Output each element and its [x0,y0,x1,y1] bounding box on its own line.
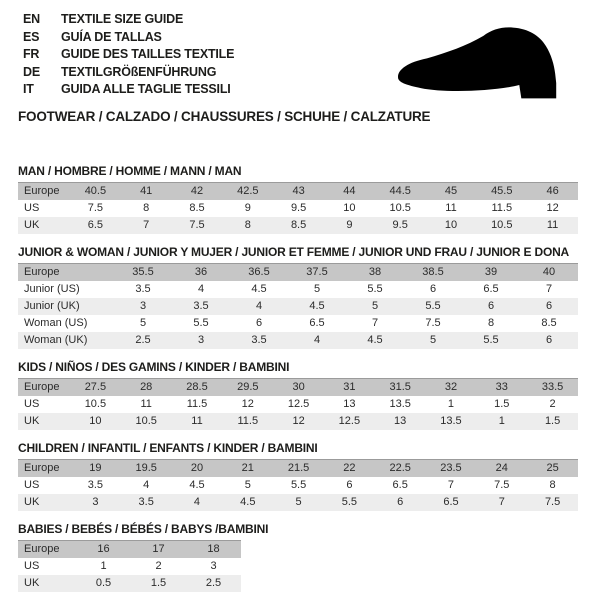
size-value: 6.5 [462,281,520,298]
size-value: 24 [476,460,527,478]
language-list [23,11,234,99]
size-value: 3 [172,332,230,349]
size-table-section [18,441,582,511]
row-label: Woman (UK) [18,332,114,349]
row-label: Junior (US) [18,281,114,298]
size-value: 1.5 [476,396,527,413]
table-row [18,183,578,201]
size-value: 7.5 [527,494,578,511]
size-value: 31 [324,379,375,397]
table-row [18,477,578,494]
size-value: 1.5 [527,413,578,430]
size-value: 6 [230,315,288,332]
size-value: 10.5 [476,217,527,234]
size-value: 4 [230,298,288,315]
size-table-section [18,164,582,234]
size-value: 5 [222,477,273,494]
size-value: 6.5 [288,315,346,332]
size-value: 19 [70,460,121,478]
size-value: 39 [462,264,520,282]
size-value: 9 [324,217,375,234]
language-title: GUIDA ALLE TAGLIE TESSILI [61,82,231,96]
size-value: 13.5 [375,396,426,413]
size-value: 3 [186,558,241,575]
size-value: 8 [527,477,578,494]
row-label: US [18,396,70,413]
size-value: 10 [70,413,121,430]
size-table [18,182,578,234]
size-value: 29.5 [222,379,273,397]
table-row [18,575,241,592]
language-title: GUIDE DES TAILLES TEXTILE [61,47,235,61]
table-row [18,494,578,511]
size-value: 6.5 [426,494,477,511]
size-tables [18,164,582,600]
row-label: UK [18,575,76,592]
table-row [18,281,578,298]
table-title: JUNIOR & WOMAN / JUNIOR Y MUJER / JUNIOR ET FEMME / JUNIOR UND FRAU / JUNIOR E DONA [18,245,570,259]
language-title: TEXTILGRÖßENFÜHRUNG [61,64,217,79]
language-title: GUÍA DE TALLAS [61,29,162,44]
size-value: 42 [172,183,223,201]
row-label: US [18,477,70,494]
size-value: 6 [462,298,520,315]
size-value: 5.5 [324,494,375,511]
size-table-section [18,360,582,430]
size-value: 45.5 [476,183,527,201]
size-value: 21 [222,460,273,478]
row-label: US [18,558,76,575]
size-value: 6 [520,298,578,315]
size-value: 7 [121,217,172,234]
language-title: TEXTILE SIZE GUIDE [61,12,184,26]
row-label: US [18,200,70,217]
size-value: 13 [324,396,375,413]
size-value: 3 [114,298,172,315]
size-value: 4.5 [172,477,223,494]
size-value: 1.5 [131,575,186,592]
size-value: 10 [426,217,477,234]
size-value: 21.5 [273,460,324,478]
size-value: 1 [476,413,527,430]
language-row [23,46,234,64]
row-label: Europe [18,460,70,478]
size-value: 12 [273,413,324,430]
size-value: 46 [527,183,578,201]
size-value: 11.5 [476,200,527,217]
size-value: 8.5 [172,200,223,217]
language-code: DE [23,64,40,79]
size-value: 36 [172,264,230,282]
table-row [18,460,578,478]
size-value: 36.5 [230,264,288,282]
size-value: 3 [70,494,121,511]
size-value: 7 [426,477,477,494]
size-table [18,378,578,430]
size-value: 13 [375,413,426,430]
size-value: 0.5 [76,575,131,592]
table-title: KIDS / NIÑOS / DES GAMINS / KINDER / BAMBINI [18,360,290,374]
size-value: 4 [172,494,223,511]
language-code: EN [23,12,40,26]
size-value: 5 [346,298,404,315]
size-value: 4.5 [288,298,346,315]
size-value: 5 [273,494,324,511]
row-label: Europe [18,541,76,559]
size-table-section [18,522,582,592]
size-value: 4 [121,477,172,494]
size-value: 3.5 [230,332,288,349]
size-value: 2 [131,558,186,575]
size-value: 4.5 [346,332,404,349]
language-row [23,81,234,99]
size-value: 11.5 [172,396,223,413]
language-row [23,11,234,29]
size-value: 10.5 [121,413,172,430]
size-value: 32 [426,379,477,397]
size-value: 7.5 [404,315,462,332]
size-table [18,540,241,592]
size-value: 2 [527,396,578,413]
row-label: Woman (US) [18,315,114,332]
row-label: Europe [18,183,70,201]
size-value: 31.5 [375,379,426,397]
size-value: 6 [324,477,375,494]
size-value: 37.5 [288,264,346,282]
language-code: ES [23,29,40,44]
size-value: 8.5 [273,217,324,234]
table-row [18,541,241,559]
table-row [18,315,578,332]
row-label: Europe [18,264,114,282]
size-table [18,263,578,349]
size-value: 6 [520,332,578,349]
size-value: 45 [426,183,477,201]
size-value: 8.5 [520,315,578,332]
table-row [18,200,578,217]
size-value: 5.5 [172,315,230,332]
table-title: CHILDREN / INFANTIL / ENFANTS / KINDER / BAMBINI [18,441,318,455]
size-value: 42.5 [222,183,273,201]
size-value: 4.5 [230,281,288,298]
table-row [18,379,578,397]
size-value: 12 [222,396,273,413]
size-value: 23.5 [426,460,477,478]
row-label: UK [18,494,70,511]
size-value: 40 [520,264,578,282]
table-row [18,558,241,575]
size-value: 1 [76,558,131,575]
size-value: 3.5 [70,477,121,494]
size-value: 7.5 [70,200,121,217]
size-value: 25 [527,460,578,478]
row-label: UK [18,217,70,234]
size-value: 27.5 [70,379,121,397]
language-row [23,64,234,82]
size-value: 5.5 [404,298,462,315]
size-value: 40.5 [70,183,121,201]
shoe-icon [388,18,588,108]
size-value: 12 [527,200,578,217]
size-value: 17 [131,541,186,559]
size-value: 8 [121,200,172,217]
size-value: 7.5 [172,217,223,234]
size-value: 20 [172,460,223,478]
row-label: Junior (UK) [18,298,114,315]
size-value: 11 [527,217,578,234]
row-label: UK [18,413,70,430]
size-value: 44 [324,183,375,201]
table-title: BABIES / BEBÉS / BÉBÉS / BABYS /BAMBINI [18,522,269,536]
size-value: 10.5 [375,200,426,217]
size-value: 2.5 [186,575,241,592]
size-value: 3.5 [121,494,172,511]
size-value: 7 [520,281,578,298]
table-row [18,396,578,413]
size-value: 5 [114,315,172,332]
size-value: 33.5 [527,379,578,397]
size-value: 6 [404,281,462,298]
size-value: 6.5 [375,477,426,494]
size-value: 3.5 [114,281,172,298]
size-value: 11 [426,200,477,217]
size-value: 38.5 [404,264,462,282]
size-value: 30 [273,379,324,397]
size-value: 1 [426,396,477,413]
size-value: 4.5 [222,494,273,511]
size-value: 9 [222,200,273,217]
table-row [18,332,578,349]
size-value: 4 [288,332,346,349]
size-value: 4 [172,281,230,298]
size-value: 13.5 [426,413,477,430]
size-value: 44.5 [375,183,426,201]
size-value: 10.5 [70,396,121,413]
category-title: FOOTWEAR / CALZADO / CHAUSSURES / SCHUHE / CALZATURE [18,109,431,124]
size-value: 5.5 [273,477,324,494]
table-row [18,413,578,430]
size-value: 19.5 [121,460,172,478]
size-value: 35.5 [114,264,172,282]
size-value: 8 [222,217,273,234]
table-row [18,217,578,234]
size-value: 22 [324,460,375,478]
size-value: 28.5 [172,379,223,397]
size-value: 6.5 [70,217,121,234]
size-value: 10 [324,200,375,217]
language-row [23,29,234,47]
size-value: 28 [121,379,172,397]
size-value: 2.5 [114,332,172,349]
size-table-section [18,245,582,349]
size-value: 33 [476,379,527,397]
size-value: 11 [121,396,172,413]
size-value: 7 [476,494,527,511]
size-value: 9.5 [273,200,324,217]
size-value: 12.5 [324,413,375,430]
size-value: 22.5 [375,460,426,478]
size-value: 11 [172,413,223,430]
table-row [18,264,578,282]
size-value: 5 [288,281,346,298]
size-value: 41 [121,183,172,201]
size-value: 43 [273,183,324,201]
size-value: 8 [462,315,520,332]
size-value: 5.5 [462,332,520,349]
size-value: 38 [346,264,404,282]
size-value: 3.5 [172,298,230,315]
size-table [18,459,578,511]
size-value: 12.5 [273,396,324,413]
size-value: 11.5 [222,413,273,430]
table-row [18,298,578,315]
table-title: MAN / HOMBRE / HOMME / MANN / MAN [18,164,242,178]
size-value: 6 [375,494,426,511]
size-value: 7.5 [476,477,527,494]
size-value: 16 [76,541,131,559]
size-value: 7 [346,315,404,332]
size-value: 5 [404,332,462,349]
language-code: IT [23,82,34,96]
row-label: Europe [18,379,70,397]
size-value: 9.5 [375,217,426,234]
language-code: FR [23,47,40,61]
size-value: 5.5 [346,281,404,298]
size-value: 18 [186,541,241,559]
